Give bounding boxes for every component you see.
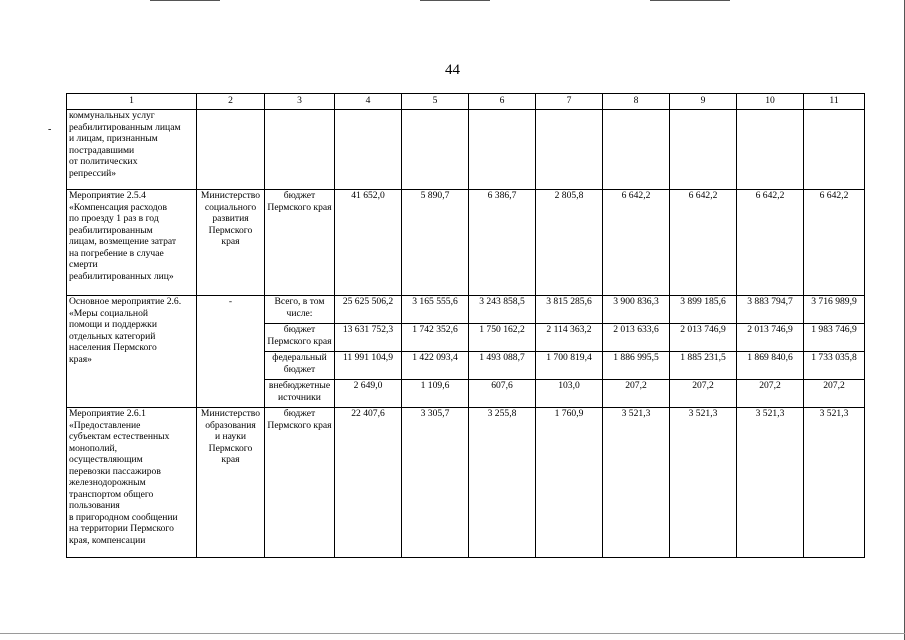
column-header: 11 [804, 94, 865, 110]
column-header: 9 [670, 94, 737, 110]
value-cell: 103,0 [536, 380, 603, 408]
value-cell: 2 013 633,6 [603, 324, 670, 352]
executor-line: края [221, 454, 240, 465]
funding-source-line: Всего, в том [274, 296, 325, 307]
funding-source-line: бюджет [283, 190, 316, 201]
column-header: 1 [67, 94, 197, 110]
value-cell: 2 649,0 [335, 380, 402, 408]
value-cell: 2 805,8 [536, 190, 603, 296]
funding-source-line: внебюджетные [268, 380, 331, 391]
measure-name-line: «Меры социальной [69, 307, 148, 319]
funding-source-cell [265, 296, 335, 324]
scan-edge-mark [420, 0, 490, 1]
value-cell: 25 625 506,2 [335, 296, 402, 324]
scan-edge-mark [0, 633, 905, 634]
value-cell: 3 305,7 [402, 408, 469, 558]
value-cell: 207,2 [737, 380, 804, 408]
measure-name-line: края, компенсации [69, 534, 146, 546]
column-header: 10 [737, 94, 804, 110]
value-cell: 3 521,3 [804, 408, 865, 558]
value-cell: 3 716 989,9 [804, 296, 865, 324]
column-header: 5 [402, 94, 469, 110]
executor-cell [197, 408, 265, 558]
value-cell: 1 733 035,8 [804, 352, 865, 380]
empty-cell [670, 110, 737, 190]
value-cell: 3 900 836,3 [603, 296, 670, 324]
value-cell: 1 422 093,4 [402, 352, 469, 380]
executor-line: социального [204, 201, 257, 213]
empty-cell [265, 110, 335, 190]
executor-line: Министерство [200, 190, 261, 201]
column-header: 7 [536, 94, 603, 110]
funding-source-line: бюджет [283, 324, 316, 335]
measure-name-cell [67, 296, 197, 408]
measure-name-line: монополий, [69, 442, 118, 454]
executor-line: Пермского [208, 224, 253, 236]
value-cell: 1 760,9 [536, 408, 603, 558]
measure-name-line: репрессий» [69, 167, 117, 179]
measure-name-line: отдельных категорий [69, 330, 156, 342]
value-cell: 207,2 [603, 380, 670, 408]
executor-line: края [221, 236, 240, 247]
value-cell: 207,2 [804, 380, 865, 408]
value-cell: 3 883 794,7 [737, 296, 804, 324]
value-cell: 1 885 231,5 [670, 352, 737, 380]
empty-cell [402, 110, 469, 190]
funding-source-cell [265, 190, 335, 296]
measure-name-line: от политических [69, 156, 138, 167]
value-cell: 11 991 104,9 [335, 352, 402, 380]
measure-name-line: помощи и поддержки [69, 319, 157, 330]
value-cell: 1 983 746,9 [804, 324, 865, 352]
value-cell: 1 750 162,2 [469, 324, 536, 352]
measure-name-line: пользования [69, 500, 120, 511]
column-header: 3 [265, 94, 335, 110]
value-cell: 3 815 285,6 [536, 296, 603, 324]
scan-edge-mark [650, 0, 730, 1]
funding-source-line: числе: [286, 307, 313, 319]
table-row [67, 110, 865, 190]
executor-cell [197, 190, 265, 296]
value-cell: 6 642,2 [804, 190, 865, 296]
measure-name-cell [67, 190, 197, 296]
executor-line: Пермского [208, 442, 253, 454]
table-row [67, 296, 865, 324]
value-cell: 2 013 746,9 [670, 324, 737, 352]
executor-line: образования [205, 419, 256, 431]
measure-name-line: Основное мероприятие 2.6. [69, 296, 182, 307]
value-cell: 1 869 840,6 [737, 352, 804, 380]
measure-name-line: населения Пермского [69, 342, 157, 353]
value-cell: 3 521,3 [737, 408, 804, 558]
value-cell: 22 407,6 [335, 408, 402, 558]
value-cell: 1 886 995,5 [603, 352, 670, 380]
measure-name-line: коммунальных услуг [69, 110, 155, 121]
value-cell: 6 642,2 [603, 190, 670, 296]
measure-name-line: пострадавшими [69, 144, 135, 156]
funding-source-line: бюджет [283, 408, 316, 419]
value-cell: 3 165 555,6 [402, 296, 469, 324]
executor-line: развития [212, 213, 249, 224]
measure-name-cell [67, 408, 197, 558]
value-cell: 41 652,0 [335, 190, 402, 296]
measure-name-line: «Предоставление [69, 419, 141, 431]
value-cell: 1 700 819,4 [536, 352, 603, 380]
empty-cell [197, 110, 265, 190]
measure-name-line: железнодорожным [69, 477, 146, 488]
measure-name-line: субъектам естественных [69, 431, 170, 442]
measure-name-line: и лицам, признанным [69, 133, 158, 144]
funding-source-line: Пермского края [267, 201, 332, 213]
table-row [67, 190, 865, 296]
measure-name-line: реабилитированных лиц» [69, 270, 174, 282]
executor-cell: - [197, 296, 265, 408]
funding-source-cell [265, 380, 335, 408]
value-cell: 2 114 363,2 [536, 324, 603, 352]
value-cell: 3 255,8 [469, 408, 536, 558]
executor-line: и науки [214, 431, 247, 442]
measure-name-line: лицам, возмещение затрат [69, 236, 177, 247]
measure-name-line: транспортом общего [69, 488, 154, 500]
funding-source-line: источники [278, 391, 321, 403]
measure-name-line: края» [69, 353, 92, 365]
value-cell: 607,6 [469, 380, 536, 408]
value-cell: 3 899 185,6 [670, 296, 737, 324]
empty-cell [603, 110, 670, 190]
value-cell: 13 631 752,3 [335, 324, 402, 352]
empty-cell [804, 110, 865, 190]
empty-cell [536, 110, 603, 190]
page-number: 44 [445, 62, 460, 78]
measure-name-line: на погребение в случае [69, 247, 164, 259]
funding-source-line: Пермского края [267, 419, 332, 431]
funding-source-cell [265, 324, 335, 352]
measure-name-line: реабилитированным [69, 224, 153, 236]
value-cell: 6 386,7 [469, 190, 536, 296]
value-cell: 6 642,2 [737, 190, 804, 296]
table-row [67, 408, 865, 558]
measure-name-line: реабилитированным лицам [69, 121, 181, 133]
funding-source-cell [265, 352, 335, 380]
measure-name-line: по проезду 1 раз в год [69, 213, 159, 224]
value-cell: 3 521,3 [603, 408, 670, 558]
column-header: 2 [197, 94, 265, 110]
funding-source-line: Пермского края [267, 335, 332, 347]
value-cell: 6 642,2 [670, 190, 737, 296]
measure-name-line: Мероприятие 2.5.4 [69, 190, 146, 201]
empty-cell [737, 110, 804, 190]
measure-name-line: смерти [69, 259, 98, 270]
funding-source-cell [265, 408, 335, 558]
empty-cell [469, 110, 536, 190]
measure-name-line: Мероприятие 2.6.1 [69, 408, 146, 419]
value-cell: 5 890,7 [402, 190, 469, 296]
value-cell: 3 243 858,5 [469, 296, 536, 324]
measure-name-line: на территории Пермского [69, 523, 174, 534]
scan-edge-mark [150, 0, 220, 1]
value-cell: 3 521,3 [670, 408, 737, 558]
column-header: 6 [469, 94, 536, 110]
measure-name-line: в пригородном сообщении [69, 511, 178, 523]
value-cell: 2 013 746,9 [737, 324, 804, 352]
executor-line: Министерство [200, 408, 261, 419]
value-cell: 1 493 088,7 [469, 352, 536, 380]
funding-source-line: бюджет [283, 363, 316, 375]
value-cell: 1 742 352,6 [402, 324, 469, 352]
measure-name-line: перевозки пассажиров [69, 465, 161, 477]
budget-table [66, 93, 865, 558]
value-cell: 207,2 [670, 380, 737, 408]
column-header: 8 [603, 94, 670, 110]
measure-name-line: «Компенсация расходов [69, 201, 167, 213]
column-header: 4 [335, 94, 402, 110]
empty-cell [335, 110, 402, 190]
column-number-row [67, 94, 865, 110]
value-cell: 1 109,6 [402, 380, 469, 408]
margin-mark: - [48, 124, 52, 135]
measure-name-line: осуществляющим [69, 454, 143, 465]
funding-source-line: федеральный [272, 352, 327, 363]
measure-name-cell [67, 110, 197, 190]
